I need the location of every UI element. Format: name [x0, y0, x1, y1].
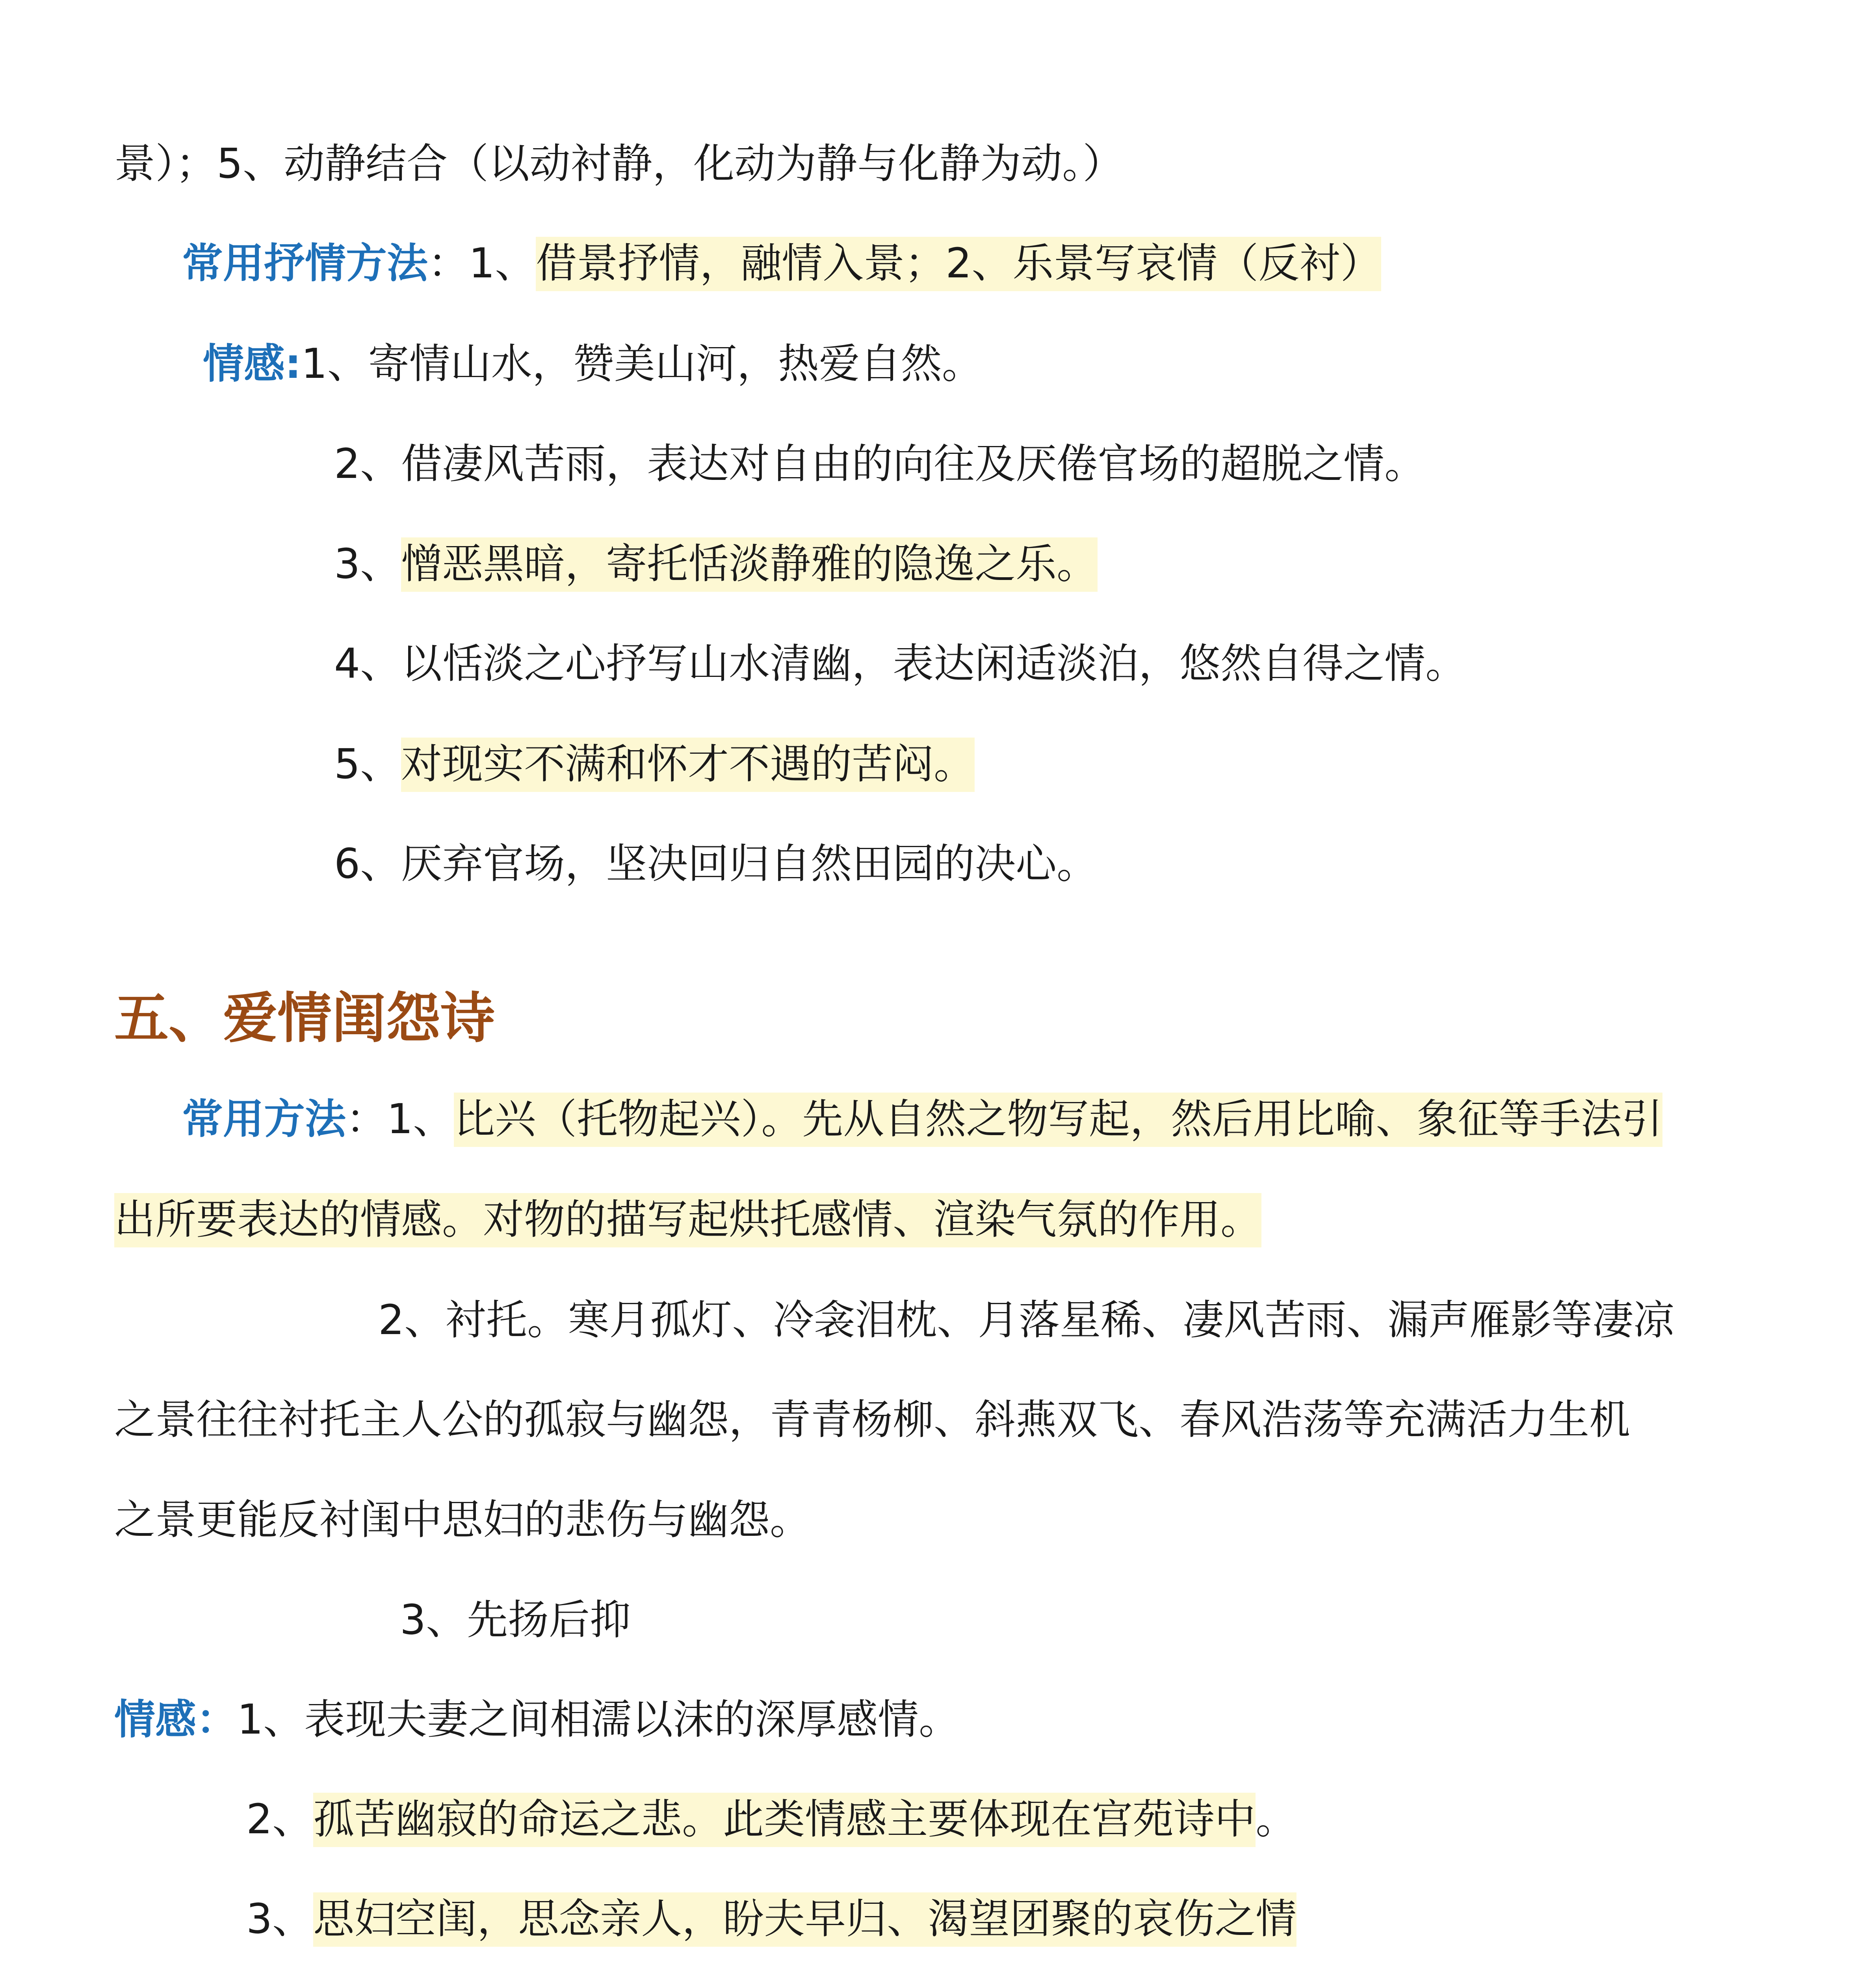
line-text: 之景往往衬托主人公的孤寂与幽怨，青青杨柳、斜燕双飞、春风浩荡等充满活力生机: [114, 1396, 1631, 1444]
line-text: 2、衬托。寒月孤灯、冷衾泪枕、月落星稀、凄风苦雨、漏声雁影等凄凉: [378, 1296, 1675, 1344]
highlighted-text: 对现实不满和怀才不遇的苦闷。: [401, 738, 975, 792]
text-line: [203, 336, 983, 391]
section-label: 常用抒情方法: [182, 239, 428, 287]
text-line: [114, 1192, 1261, 1247]
text-line: [182, 1091, 1662, 1147]
line-text: 5、: [334, 740, 401, 788]
highlighted-text: 比兴（托物起兴）。先从自然之物写起，然后用比喻、象征等手法引: [454, 1093, 1662, 1147]
line-text: 6、厌弃官场，坚决回归自然田园的决心。: [334, 840, 1098, 888]
highlighted-text: 憎恶黑暗，寄托恬淡静雅的隐逸之乐。: [401, 537, 1098, 592]
section-label: 常用方法: [182, 1095, 346, 1143]
line-text: 1、表现夫妻之间相濡以沫的深厚感情。: [237, 1695, 960, 1743]
section-label: 情感：: [114, 1695, 238, 1743]
line-text: 3、: [334, 540, 401, 588]
line-text: 。: [1256, 1795, 1297, 1843]
text-line: [114, 136, 1124, 191]
line-text: 4、以恬淡之心抒写山水清幽，表达闲适淡泊，悠然自得之情。: [334, 639, 1467, 688]
line-text: 3、: [246, 1895, 314, 1943]
line-text: 2、借凄风苦雨，表达对自由的向往及厌倦官场的超脱之情。: [334, 440, 1426, 488]
line-text: ：1、: [346, 1095, 454, 1143]
text-line: [334, 436, 1425, 491]
text-line: [182, 236, 1381, 291]
highlighted-text: 孤苦幽寂的命运之悲。此类情感主要体现在宫苑诗中: [313, 1793, 1256, 1847]
text-line: [334, 536, 1098, 591]
text-line: [400, 1592, 631, 1647]
text-line: [246, 1891, 1296, 1946]
text-line: [114, 1392, 1630, 1447]
line-text: 3、先扬后抑: [400, 1596, 631, 1644]
line-text: ：1、: [428, 239, 536, 287]
text-line: [334, 736, 975, 792]
highlighted-text: 出所要表达的情感。对物的描写起烘托感情、渲染气氛的作用。: [114, 1193, 1261, 1247]
highlighted-text: 思妇空闺，思念亲人，盼夫早归、渴望团聚的哀伤之情: [313, 1892, 1296, 1947]
text-line: [246, 1792, 1296, 1847]
text-line: [334, 836, 1098, 891]
section-heading: 五、爱情闺怨诗: [114, 987, 495, 1050]
line-text: 1、寄情山水，赞美山河，热爱自然。: [301, 340, 983, 388]
highlighted-text: 借景抒情，融情入景；2、乐景写哀情（反衬）: [536, 237, 1381, 291]
text-line: [114, 1492, 811, 1547]
text-line: [378, 1292, 1674, 1347]
line-text: 景）；5、动静结合（以动衬静，化动为静与化静为动。）: [114, 139, 1124, 188]
line-text: 2、: [246, 1795, 314, 1843]
line-text: 之景更能反衬闺中思妇的悲伤与幽怨。: [114, 1496, 811, 1544]
text-line: [114, 1692, 960, 1747]
text-line: [334, 636, 1466, 691]
section-label: 情感:: [203, 340, 301, 388]
